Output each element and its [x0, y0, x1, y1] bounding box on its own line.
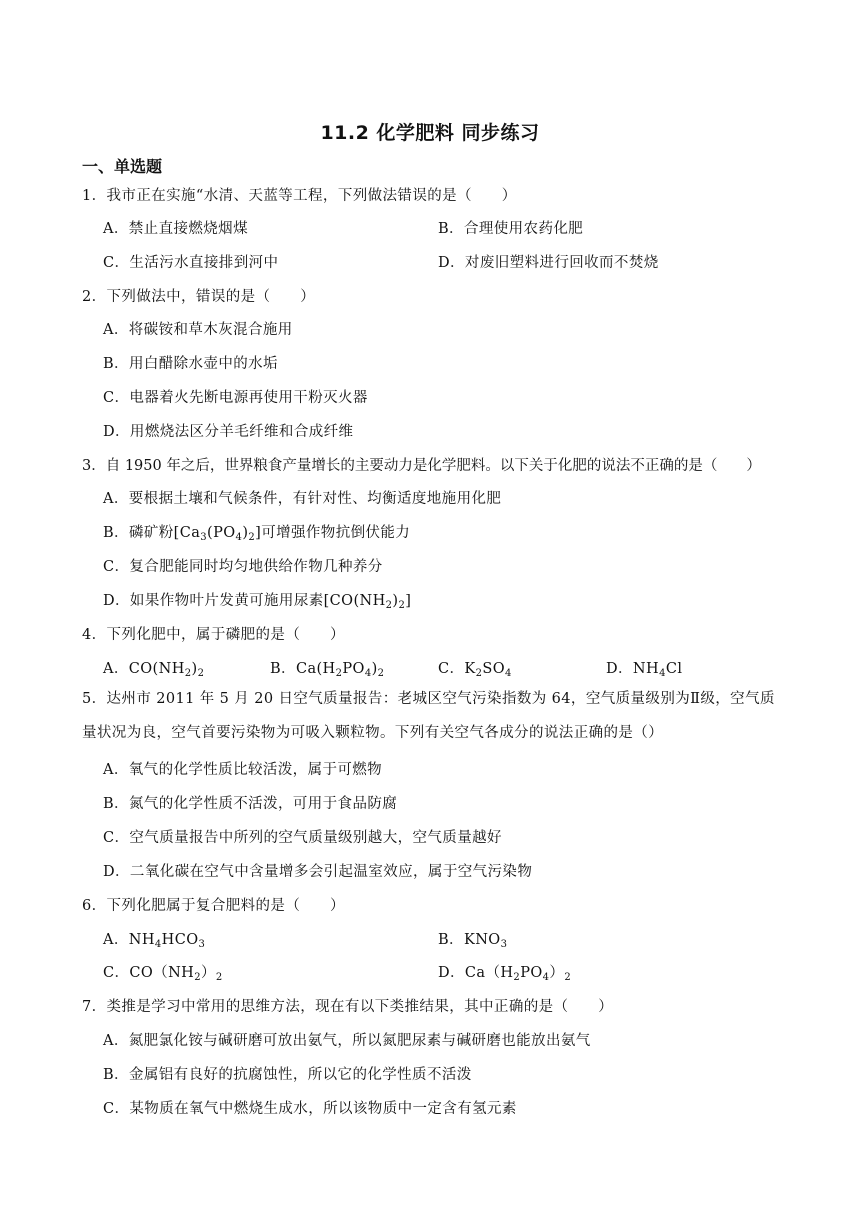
- subscript: 4: [154, 939, 162, 950]
- subscript: 4: [659, 668, 666, 679]
- question-7-option-c: C．某物质在氧气中燃烧生成水，所以该物质中一定含有氢元素: [103, 1101, 517, 1117]
- question-6-stem: 6．下列化肥属于复合肥料的是（ ）: [82, 898, 345, 914]
- option-text: Cl: [665, 661, 683, 677]
- section-heading: 一、单选题: [82, 157, 163, 176]
- page-title: 11.2 化学肥料 同步练习: [320, 122, 540, 144]
- option-text: B．磷矿粉[Ca: [103, 525, 201, 541]
- option-text: ): [371, 661, 378, 677]
- option-text: D．Ca（H: [438, 965, 514, 981]
- subscript: 3: [198, 939, 206, 950]
- option-text: A．NH: [103, 932, 155, 948]
- option-text: B．Ca(H: [270, 661, 336, 677]
- subscript: 2: [184, 668, 192, 679]
- option-text: ): [242, 525, 249, 541]
- option-text: ）: [549, 965, 565, 981]
- option-text: ): [392, 593, 399, 609]
- question-7-option-a: A．氮肥氯化铵与碱研磨可放出氨气，所以氮肥尿素与碱研磨也能放出氨气: [103, 1033, 591, 1049]
- question-1-stem: 1．我市正在实施“水清、天蓝等工程，下列做法错误的是（ ）: [82, 188, 517, 204]
- option-text: PO: [342, 661, 365, 677]
- subscript: 2: [385, 600, 393, 611]
- option-text: ]可增强作物抗倒伏能力: [255, 525, 411, 541]
- option-text: A．CO(NH: [103, 661, 185, 677]
- question-2-stem: 2．下列做法中，错误的是（ ）: [82, 289, 316, 305]
- question-1-option-a: A．禁止直接燃烧烟煤: [103, 221, 248, 237]
- question-1-option-c: C．生活污水直接排到河中: [103, 255, 279, 271]
- question-6-option-b: [438, 928, 507, 950]
- question-3-option-b: [103, 521, 410, 543]
- question-4-option-d: [606, 657, 682, 679]
- question-3-stem: 3．自 1950 年之后，世界粮食产量增长的主要动力是化学肥料。以下关于化肥的说法不正确的是（ ）: [82, 458, 761, 474]
- question-5-option-c: C．空气质量报告中所列的空气质量级别越大，空气质量越好: [103, 830, 502, 846]
- question-6-option-d: [438, 961, 571, 983]
- subscript: 3: [500, 939, 508, 950]
- option-text: D．如果作物叶片发黄可施用尿素[CO(NH: [103, 593, 386, 609]
- question-7-stem: 7．类推是学习中常用的思维方法，现在有以下类推结果，其中正确的是（ ）: [82, 999, 614, 1015]
- option-text: HCO: [161, 932, 199, 948]
- subscript: 2: [215, 972, 223, 983]
- subscript: 2: [398, 600, 406, 611]
- subscript: 4: [505, 668, 512, 679]
- subscript: 2: [564, 972, 572, 983]
- option-text: C．CO（NH: [103, 965, 195, 981]
- question-1-option-b: B．合理使用农药化肥: [438, 221, 584, 237]
- question-4-option-b: [270, 657, 384, 679]
- question-6-option-a: [103, 928, 205, 950]
- question-2-option-a: A．将碳铵和草木灰混合施用: [103, 322, 293, 338]
- subscript: 2: [197, 668, 205, 679]
- question-6-option-c: [103, 961, 223, 983]
- subscript: 4: [364, 668, 372, 679]
- subscript: 2: [475, 668, 483, 679]
- subscript: 2: [194, 972, 201, 983]
- question-3-option-d: [103, 589, 411, 611]
- subscript: 2: [335, 668, 343, 679]
- option-text: PO: [520, 965, 543, 981]
- question-4-option-c: [438, 657, 512, 679]
- question-2-option-c: C．电器着火先断电源再使用干粉灭火器: [103, 390, 368, 406]
- subscript: 2: [377, 668, 385, 679]
- option-text: D．NH: [606, 661, 660, 677]
- question-5-stem: 5．达州市 2011 年 5 月 20 日空气质量报告：老城区空气污染指数为 64，空气质量级别为Ⅱ级，空气质量状况为良，空气首要污染物为可吸入颗粒物。下列有关空气各成分的说法正确的是（）: [82, 691, 775, 741]
- question-2-option-d: D．用燃烧法区分羊毛纤维和合成纤维: [103, 424, 354, 440]
- question-4-option-a: [103, 657, 204, 679]
- option-text: C．K: [438, 661, 476, 677]
- subscript: 2: [513, 972, 521, 983]
- option-text: B．KNO: [438, 932, 501, 948]
- question-5-option-d: D．二氧化碳在空气中含量增多会引起温室效应，属于空气污染物: [103, 864, 533, 880]
- question-5-option-b: B．氮气的化学性质不活泼，可用于食品防腐: [103, 796, 398, 812]
- subscript: 3: [200, 532, 208, 543]
- question-3-option-c: C．复合肥能同时均匀地供给作物几种养分: [103, 559, 383, 575]
- subscript: 4: [235, 532, 243, 543]
- question-4-stem: 4．下列化肥中，属于磷肥的是（ ）: [82, 627, 345, 643]
- option-text: SO: [482, 661, 506, 677]
- option-text: (PO: [207, 525, 236, 541]
- option-text: ）: [200, 965, 216, 981]
- question-1-option-d: D．对废旧塑料进行回收而不焚烧: [438, 255, 659, 271]
- question-5-option-a: A．氧气的化学性质比较活泼，属于可燃物: [103, 762, 383, 778]
- question-7-option-b: B．金属铝有良好的抗腐蚀性，所以它的化学性质不活泼: [103, 1067, 472, 1083]
- subscript: 4: [542, 972, 550, 983]
- question-2-option-b: B．用白醋除水壶中的水垢: [103, 356, 278, 372]
- question-3-option-a: A．要根据土壤和气候条件，有针对性、均衡适度地施用化肥: [103, 491, 502, 507]
- subscript: 2: [248, 532, 256, 543]
- option-text: ]: [405, 593, 412, 609]
- option-text: ): [191, 661, 198, 677]
